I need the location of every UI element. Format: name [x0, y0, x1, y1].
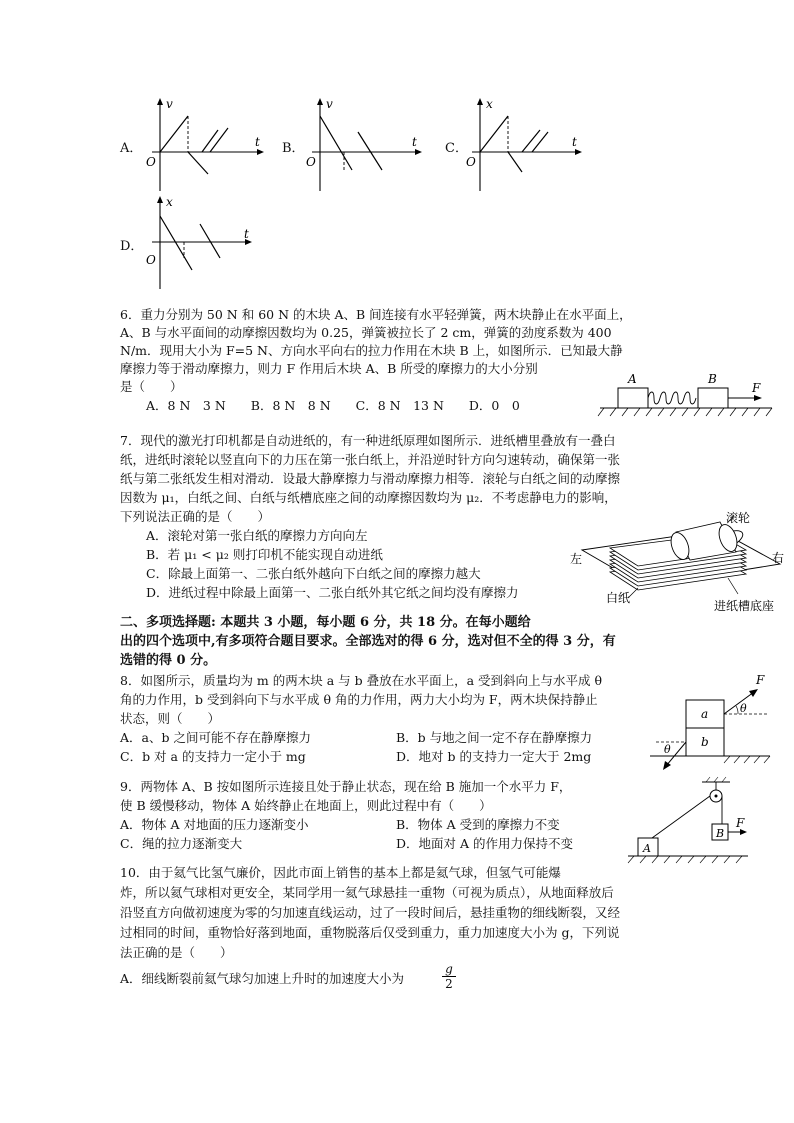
q8-fig-theta-top: θ [740, 702, 747, 715]
q7-line-4: 因数为 μ₁，白纸之间、白纸与纸槽底座之间的动摩擦因数均为 μ₂．不考虑静电力的影响， [120, 490, 617, 505]
q7-fig-label-right: 右 [772, 551, 785, 565]
q5-option-b-label: B． [282, 141, 305, 156]
q5-option-a-label: A． [120, 141, 143, 156]
q6-fig-label-a: A [628, 372, 637, 386]
q9-option-c: C．绳的拉力逐渐变大 [120, 836, 243, 851]
q9-option-a: A．物体 A 对地面的压力逐渐变小 [120, 817, 309, 832]
q10-line-3: 沿竖直方向做初速度为零的匀加速直线运动，过了一段时间后，悬挂重物的细线断裂，又经 [120, 905, 621, 920]
q6-fig-label-f: F [752, 381, 761, 395]
q5-b-axis-t: t [412, 135, 417, 149]
q5-graph-c [460, 96, 590, 196]
q8-fig-label-a: a [701, 707, 709, 721]
q10-line-1: 10．由于氦气比氢气廉价，因此市面上销售的基本上都是氦气球，但氢气可能爆 [120, 865, 561, 880]
q5-b-axis-v: v [326, 97, 333, 111]
section-2-line-1: 二、多项选择题: 本题共 3 小题，每小题 6 分，共 18 分。在每小题给 [120, 615, 531, 630]
q10-option-a: A．细线断裂前氦气球匀加速上升时的加速度大小为 [120, 971, 405, 986]
q5-b-origin: O [306, 155, 316, 169]
q5-c-axis-x: x [486, 97, 493, 111]
q5-d-axis-x: x [166, 195, 173, 209]
q5-graph-b [300, 96, 430, 196]
q8-option-b: B．b 与地之间一定不存在静摩擦力 [396, 730, 593, 745]
q5-d-axis-t: t [244, 227, 249, 241]
q9-line-1: 9．两物体 A、B 按如图所示连接且处于静止状态，现在给 B 施加一个水平力 F， [120, 779, 572, 794]
q5-graph-d [140, 194, 270, 294]
section-2-line-2: 出的四个选项中,有多项符合题目要求。全部选对的得 6 分，选对但不全的得 3 分，有 [120, 634, 616, 649]
q7-fig-label-roller: 滚轮 [726, 511, 751, 525]
q7-fig-label-left: 左 [570, 552, 583, 566]
q5-c-axis-t: t [572, 135, 577, 149]
q7-line-2: 纸，进纸时滚轮以竖直向下的力压在第一张白纸上，并沿逆时针方向匀速转动，确保第一张 [120, 452, 621, 467]
q9-option-d: D．地面对 A 的作用力保持不变 [396, 836, 573, 851]
q8-option-d: D．地对 b 的支持力一定大于 2mg [396, 749, 592, 764]
q10-line-4: 过相同的时间，重物恰好落到地面，重物脱落后仅受到重力，重力加速度大小为 g，下列说 [120, 925, 620, 940]
q8-line-1: 8．如图所示，质量均为 m 的两木块 a 与 b 叠放在水平面上，a 受到斜向上与水平成 θ [120, 673, 603, 688]
q7-fig-label-paper: 白纸 [606, 591, 631, 605]
q8-fig-label-b: b [701, 735, 709, 749]
q9-fig-label-b: B [716, 827, 725, 840]
q8-option-c: C．b 对 a 的支持力一定小于 mg [120, 749, 306, 764]
q8-fig-label-f: F [756, 673, 765, 687]
q5-a-axis-t: t [255, 135, 260, 149]
q8-fig-theta-bottom: θ [664, 743, 671, 756]
q8-option-a: A．a、b 之间可能不存在静摩擦力 [120, 730, 311, 745]
q5-a-origin: O [146, 155, 156, 169]
q6-line-1: 6．重力分别为 50 N 和 60 N 的木块 A、B 间连接有水平轻弹簧，两木块静止在水平面上， [120, 307, 632, 322]
q9-figure [624, 776, 784, 868]
q5-c-origin: O [466, 155, 476, 169]
q10-fraction [442, 962, 456, 991]
q10-line-5: 法正确的是（ ） [120, 945, 233, 960]
q5-graph-a [140, 96, 270, 196]
q7-figure [568, 508, 788, 618]
q8-line-3: 状态，则（ ） [120, 711, 221, 726]
q6-line-3: N/m．现用大小为 F=5 N、方向水平向右的拉力作用在木块 B 上，如图所示．已知最大静 [120, 343, 623, 358]
q5-option-c-label: C． [445, 141, 468, 156]
q7-line-5: 下列说法正确的是（ ） [120, 509, 271, 524]
q6-line-2: A、B 与水平面间的动摩擦因数均为 0.25，弹簧被拉长了 2 cm，弹簧的劲度系数为 400 [120, 325, 612, 340]
q7-option-c: C．除最上面第一、二张白纸外越向下白纸之间的摩擦力越大 [146, 566, 481, 581]
q7-option-b: B．若 μ₁ < μ₂ 则打印机不能实现自动进纸 [146, 547, 383, 562]
q6-figure [596, 368, 776, 420]
q7-option-a: A．滚轮对第一张白纸的摩擦力方向向左 [146, 528, 368, 543]
q10-fraction-numerator: g [442, 962, 456, 977]
q6-line-4: 摩擦力等于滑动摩擦力，则力 F 作用后木块 A、B 所受的摩擦力的大小分别 [120, 361, 538, 376]
q6-line-5: 是（ ） [120, 379, 183, 394]
section-2-line-3: 选错的得 0 分。 [120, 653, 217, 668]
q10-fraction-denominator: 2 [445, 977, 453, 991]
q8-line-2: 角的力作用，b 受到斜向下与水平成 θ 角的力作用，两力大小均为 F，两木块保持静止 [120, 692, 598, 707]
q7-line-3: 纸与第二张纸发生相对滑动．设最大静摩擦力与滑动摩擦力相等．滚轮与白纸之间的动摩擦 [120, 471, 621, 486]
q6-fig-label-b: B [708, 372, 717, 386]
q7-option-d: D．进纸过程中除最上面第一、二张白纸外其它纸之间均没有摩擦力 [146, 585, 519, 600]
q6-options: A．8 N 3 N B．8 N 8 N C．8 N 13 N D．0 0 [146, 398, 520, 413]
q9-fig-label-f: F [736, 816, 745, 830]
q8-figure [650, 670, 780, 778]
q9-option-b: B．物体 A 受到的摩擦力不变 [396, 817, 560, 832]
q9-fig-label-a: A [643, 842, 651, 855]
q10-line-2: 炸，所以氦气球相对更安全，某同学用一氦气球悬挂一重物（可视为质点），从地面释放后 [120, 885, 614, 900]
q5-d-origin: O [146, 253, 156, 267]
q7-fig-label-base: 进纸槽底座 [714, 599, 775, 613]
q7-line-1: 7．现代的激光打印机都是自动进纸的，有一种进纸原理如图所示．进纸槽里叠放有一叠白 [120, 433, 616, 448]
q5-option-d-label: D． [120, 239, 144, 254]
q5-a-axis-v: v [166, 97, 173, 111]
q9-line-2: 使 B 缓慢移动，物体 A 始终静止在地面上，则此过程中有（ ） [120, 798, 492, 813]
